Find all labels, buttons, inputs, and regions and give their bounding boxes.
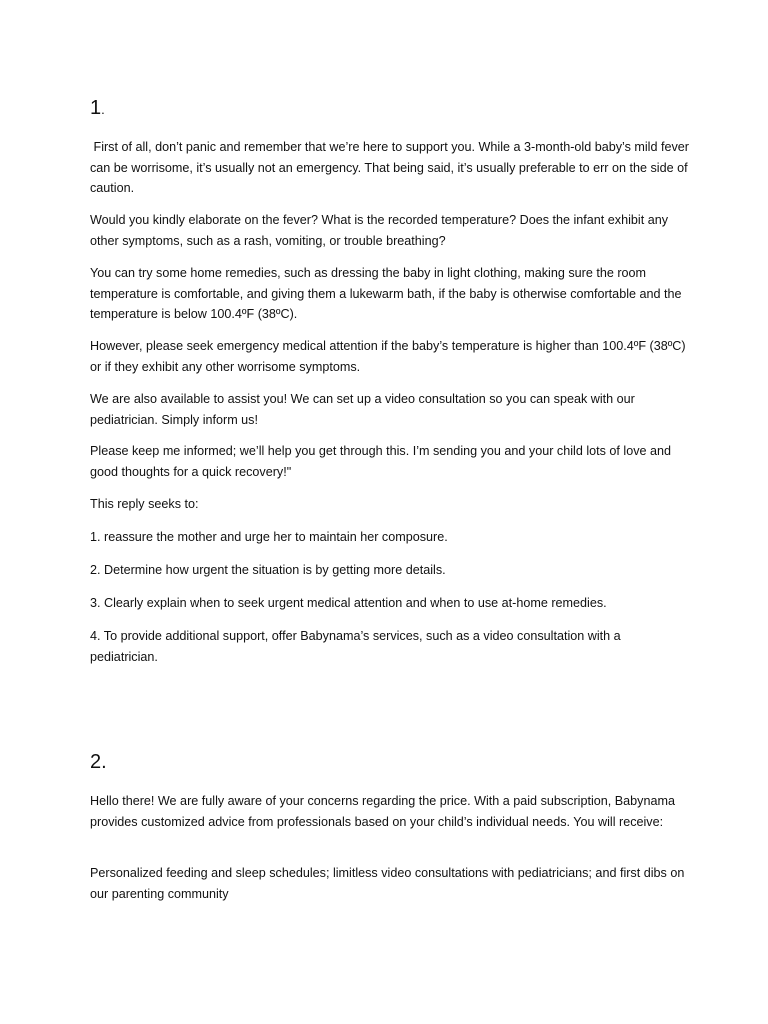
section-1-list-item-4: 4. To provide additional support, offer Babynama’s services, such as a video consultation with a pediatrician. (90, 629, 625, 664)
section-2-paragraph-1: Hello there! We are fully aware of your concerns regarding the price. With a paid subscription, Babynama provides customized advice from professionals based on your child’s individual needs. You will receive: (90, 794, 679, 829)
section-1-paragraph-2: Would you kindly elaborate on the fever? What is the recorded temperature? Does the infant exhibit any other symptoms, such as a rash, vomiting, or trouble breathing? (90, 213, 672, 248)
section-1-paragraph-1: First of all, don’t panic and remember that we’re here to support you. While a 3-month-old baby’s mild fever can be worrisome, it’s usually not an emergency. That being said, it’s usually preferable to err on the side of caution. (90, 140, 693, 195)
section-1-heading (90, 96, 105, 122)
section-1-paragraph-5: We are also available to assist you! We can set up a video consultation so you can speak with our pediatrician. Simply inform us! (90, 392, 639, 427)
section-1-list-item-3: 3. Clearly explain when to seek urgent medical attention and when to use at-home remedies. (90, 596, 607, 610)
section-1-list-item-1: 1. reassure the mother and urge her to maintain her composure. (90, 530, 448, 544)
section-2-paragraph-2: Personalized feeding and sleep schedules; limitless video consultations with pediatricians; and first dibs on our parenting community (90, 866, 688, 901)
section-2-heading: 2. (90, 751, 107, 773)
section-1-paragraph-6: Please keep me informed; we’ll help you get through this. I’m sending you and your child lots of love and good thoughts for a quick recovery!" (90, 444, 675, 479)
section-1-number-suffix: . (101, 102, 105, 117)
section-1-paragraph-3: You can try some home remedies, such as dressing the baby in light clothing, making sure the room temperature is comfortable, and giving them a lukewarm bath, if the baby is otherwise comfortable and the temperature is below 100.4ºF (38ºC). (90, 266, 686, 321)
section-1-paragraph-4: However, please seek emergency medical attention if the baby’s temperature is higher than 100.4ºF (38ºC) or if they exhibit any other worrisome symptoms. (90, 339, 690, 374)
section-1-number: 1 (90, 97, 102, 119)
section-1-list-item-2: 2. Determine how urgent the situation is by getting more details. (90, 563, 446, 577)
section-1-paragraph-7: This reply seeks to: (90, 497, 199, 511)
